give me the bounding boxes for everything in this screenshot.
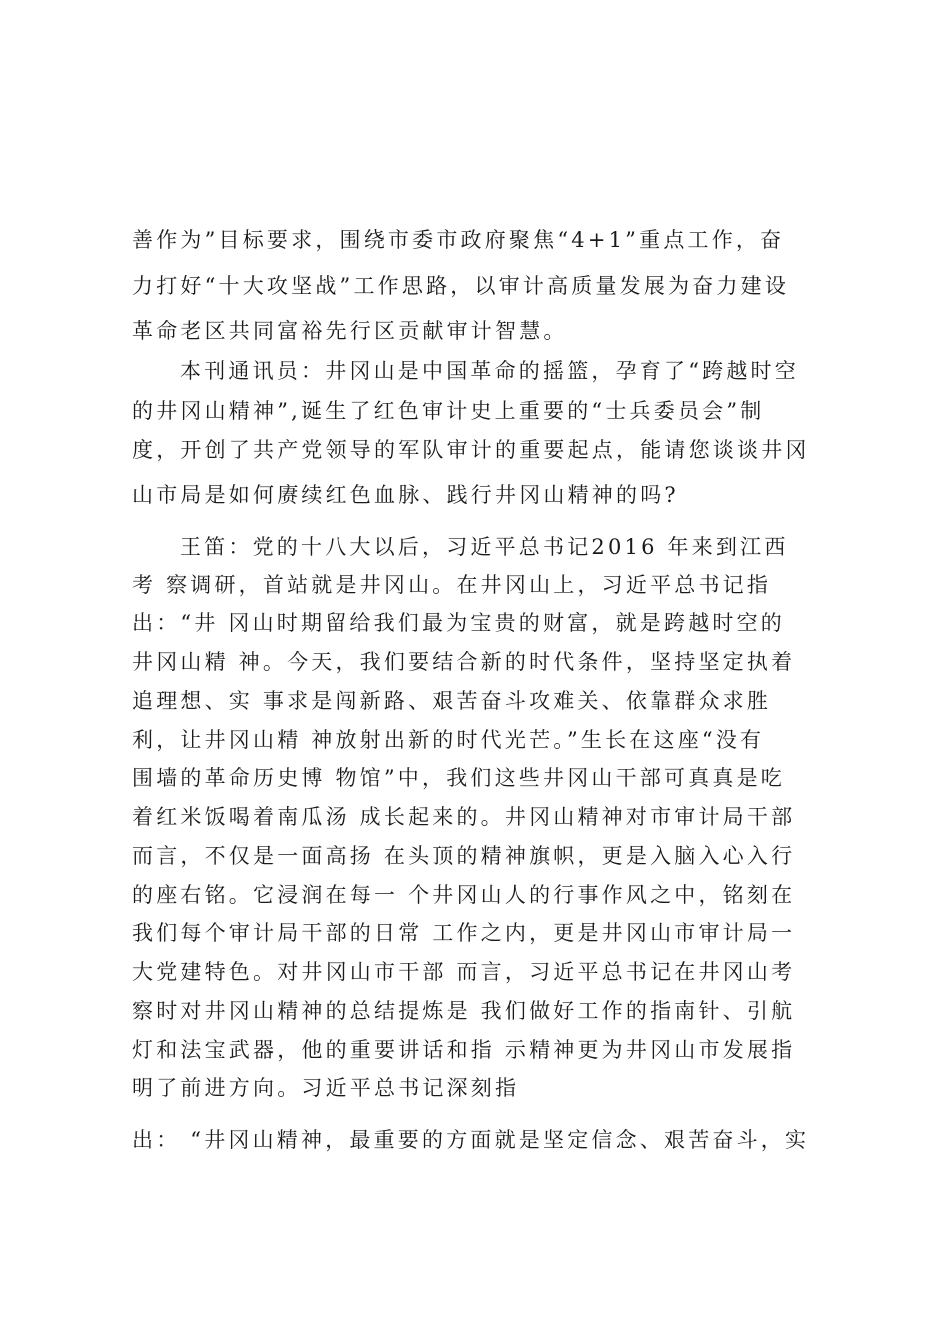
body-text-line: 考 察调研，首站就是井冈山。在井冈山上，习近平总书记指 (132, 573, 772, 597)
body-text-line: 的井冈山精神”,诞生了红色审计史上重要的“士兵委员会”制 (132, 399, 765, 423)
body-text-line: 王笛：党的十八大以后，习近平总书记2016 年来到江西 (180, 535, 789, 559)
body-text-line: 我们每个审计局干部的日常 工作之内，更是井冈山市审计局一 (132, 921, 796, 945)
body-text-line: 而言，不仅是一面高扬 在头顶的精神旗帜，更是入脑入心入行 (132, 844, 796, 868)
body-text-line: 明了前进方向。习近平总书记深刻指 (132, 1076, 520, 1100)
body-text-line: 灯和法宝武器，他的重要讲话和指 示精神更为井冈山市发展指 (132, 1038, 796, 1062)
body-text-line: 革命老区共同富裕先行区贡献审计智慧。 (132, 319, 568, 343)
body-text-line: 度，开创了共产党领导的军队审计的重要起点，能请您谈谈井冈 (132, 438, 810, 462)
body-text-line: 善作为”目标要求，围绕市委市政府聚焦“4+1”重点工作，奋 (132, 228, 785, 252)
body-text-line: 察时对井冈山精神的总结提炼是 我们做好工作的指南针、引航 (132, 999, 796, 1023)
body-text-line: 力打好“十大攻坚战”工作思路，以审计高质量发展为奋力建设 (132, 274, 790, 298)
body-text-line: 出：“井 冈山时期留给我们最为宝贵的财富，就是跨越时空的 (132, 611, 786, 635)
body-text-line: 利，让井冈山精 神放射出新的时代光芒。”生长在这座“没有 (132, 728, 765, 752)
body-text-line: 井冈山精 神。今天，我们要结合新的时代条件，坚持坚定执着 (132, 650, 796, 674)
body-text-line: 追理想、实 事求是闯新路、艰苦奋斗攻难关、依靠群众求胜 (132, 689, 772, 713)
body-text-line: 围墙的革命历史博 物馆”中，我们这些井冈山干部可真真是吃 (132, 766, 786, 790)
body-text-line: 大党建特色。对井冈山市干部 而言，习近平总书记在井冈山考 (132, 960, 796, 984)
body-text-line: 本刊通讯员：井冈山是中国革命的摇篮，孕育了“跨越时空 (180, 359, 799, 383)
body-text-line: 山市局是如何赓续红色血脉、践行井冈山精神的吗? (132, 483, 679, 507)
body-text-line: 着红米饭喝着南瓜汤 成长起来的。井冈山精神对市审计局干部 (132, 805, 796, 829)
body-text-line: 的座右铭。它浸润在每一 个井冈山人的行事作风之中，铭刻在 (132, 883, 796, 907)
body-text-line: 出： “井冈山精神，最重要的方面就是坚定信念、艰苦奋斗，实 (132, 1128, 810, 1152)
